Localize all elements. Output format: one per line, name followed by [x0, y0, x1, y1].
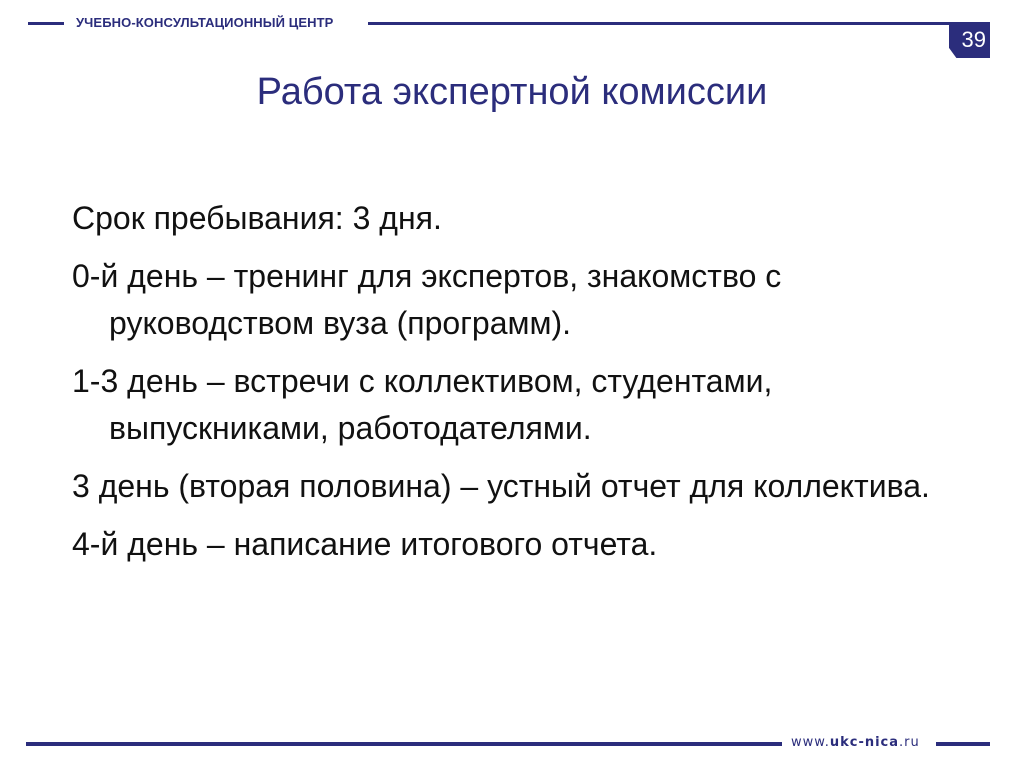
slide-content-list: [72, 195, 982, 579]
footer-url-prefix: www.: [791, 735, 830, 750]
footer-website-link[interactable]: [791, 734, 920, 752]
page-number: 39: [961, 27, 986, 52]
list-item: 4-й день – написание итогового отчета.: [72, 526, 658, 562]
header-organization-name: УЧЕБНО-КОНСУЛЬТАЦИОННЫЙ ЦЕНТР: [76, 15, 334, 30]
list-item: 1-3 день – встречи с коллективом, студентами, выпускниками, работодателями.: [72, 363, 773, 446]
slide-title: Работа экспертной комиссии: [256, 71, 768, 113]
list-item: Срок пребывания: 3 дня.: [72, 200, 442, 236]
footer-url-suffix: .ru: [899, 735, 920, 750]
header-rule-right: [368, 22, 990, 25]
header-rule-left: [28, 22, 64, 25]
list-item: 3 день (вторая половина) – устный отчет для коллектива.: [72, 468, 930, 504]
footer-rule-right: [936, 742, 990, 746]
list-item: 0-й день – тренинг для экспертов, знакомство с руководством вуза (программ).: [72, 258, 782, 341]
footer-url-domain: ukc-nica: [829, 735, 900, 750]
footer-rule-left: [26, 742, 782, 746]
